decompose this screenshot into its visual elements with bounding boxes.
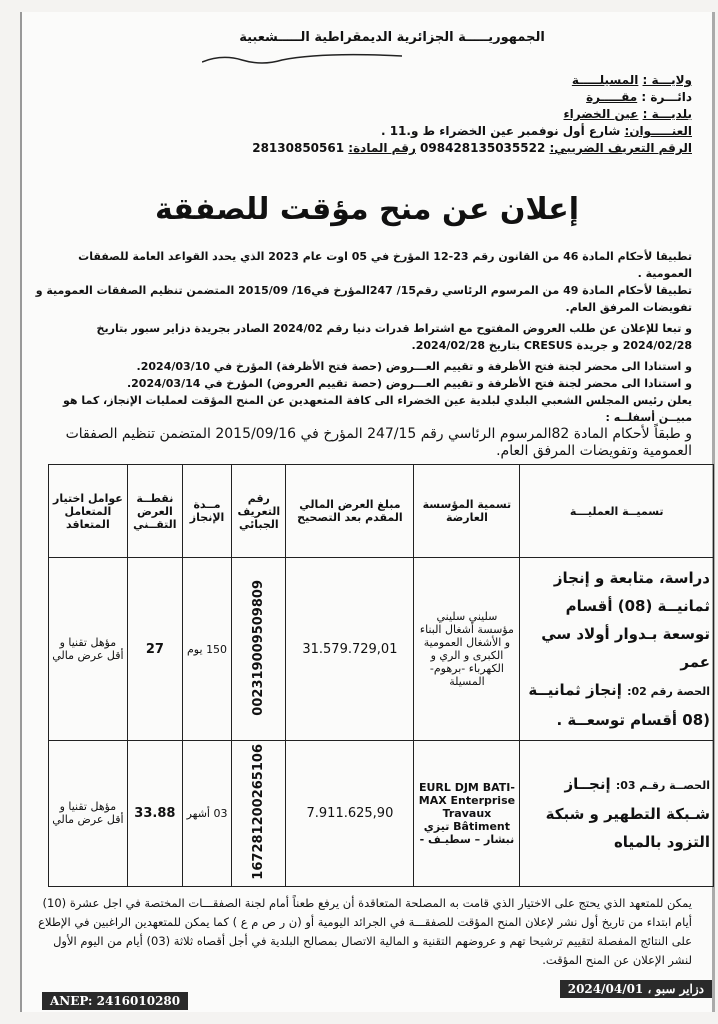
table-header-row: تسميــة العمليـــة تسمية المؤسسة العارضة مبلغ العرض المالي المقدم بعد التصحيح رقم التعريف الجبائي مــدة الإنجاز نقطــة العرض التقــني عوامل اختيار المتعامل المتعاقد <box>49 465 714 558</box>
page-title: إعلان عن منح مؤقت للصفقة <box>154 192 580 227</box>
administration-block: ولايـــة : المسيلـــــة دائـــرة : مقـــــرة بلديـــة : عين الخضراء العنـــــوان: شارع أول نوفمبر عين الخضراء ط و.11 . الرقم التعريف الضريبي: 098428135035522 رقم المادة: 28130850561 <box>252 73 692 155</box>
award-table <box>48 464 714 887</box>
appeal-notice: يمكن للمتعهد الذي يحتج على الاختيار الذي قامت به المصلحة المتعاقدة أن يرفع طعناً أمام لجنة الصفقـــات المختصة في اجل عشرة (10) أيام ابتداء من تاريخ أول نشر لإعلان المنح المؤقت للصفقـــة في الجرائد اليومية أو (ن ر ص م ع ) كما يمكن للمتعهدين الراغبين في الإطلاع على النتائج المفصلة لتقييم ترشيحا تهم و عروضهم التقنية و المالية الاتصال بمصالح البلدية في أجل أقصاه ثلاثة (03) أيام من اليوم الأول لنشر الإعلان عن المنح المؤقت. <box>38 896 692 967</box>
announcement-page <box>20 12 715 1012</box>
republic-header: الجمهوريـــــة الجزائرية الديمقراطية الـــــشعبية <box>239 30 545 45</box>
anep-tag: ANEP: 2416010280 <box>42 992 188 1010</box>
table-row: دراسة، متابعة و إنجاز ثمانيــة (08) أقسام توسعة بـدوار أولاد سي عمر الحصة رقم 02: إنجاز ثمانيــة (08 أقسام توسعــة . سليني سليني مؤسسة أشغال البناء و الأشغال العمومية الكبرى و الري و الكهرباء -برهوم- المسيلة 31.579.729,01 002319009509809 150 يوم 27 مؤهل تقنيا و أقل عرض مالي <box>49 558 714 741</box>
preamble: تطبيقا لأحكام المادة 46 من القانون رقم 23-12 المؤرخ في 05 اوت عام 2023 الذي يحدد القواعد العامة للصفقات العمومية . تطبيقا لأحكام المادة 49 من المرسوم الرئاسي رقم15/ 247المؤرخ في16/ 2015/09 المتضمن تنظيم الصفقات العمومية و تفويضات المرفق العام. و تبعا للإعلان عن طلب العروض المفتوح مع اشتراط قدرات دنيا رقم 2024/02 الصادر بجريدة دزاير سبور بتاريخ 2024/02/28 و جريدة CRESUS بتاريخ 2024/02/28. و استنادا الى محضر لجنة فتح الأظرفة و تقييم العـــروض (حصة فتح الأظرفة) المؤرخ في 2024/03/10. و استنادا الى محضر لجنة فتح الأظرفة و تقييم العـــروض (حصة تقييم العروض) المؤرخ في 2024/03/14. يعلن رئيس المجلس الشعبي البلدي لبلدية عين الخضراء الى كافة المتعهدين عن المنح المؤقت لعمليات الإنجاز، كما هو مبيــن أسفلــه : و طبقاً لأحكام المادة 82المرسوم الرئاسي رقم 247/15 المؤرخ في 2015/09/16 المتضمن تنظيم الصفقات العمومية وتفويضات المرفق العام. <box>35 250 692 459</box>
publication-tag: دزاير سبو ، 2024/04/01 <box>560 980 712 998</box>
table-row: الحصــة رقـم 03: إنجــاز شـبكة التطهير و شبكة التزود بالمياه EURL DJM BATI-MAX Enterprise Travaux Bâtiment تيزي نبشار – سطيـف - 7.911.625,90 167281200265106 03 أشهر 33.88 مؤهل تقنيا و أقل عرض مالي <box>49 741 714 887</box>
ornament-divider <box>202 52 402 66</box>
